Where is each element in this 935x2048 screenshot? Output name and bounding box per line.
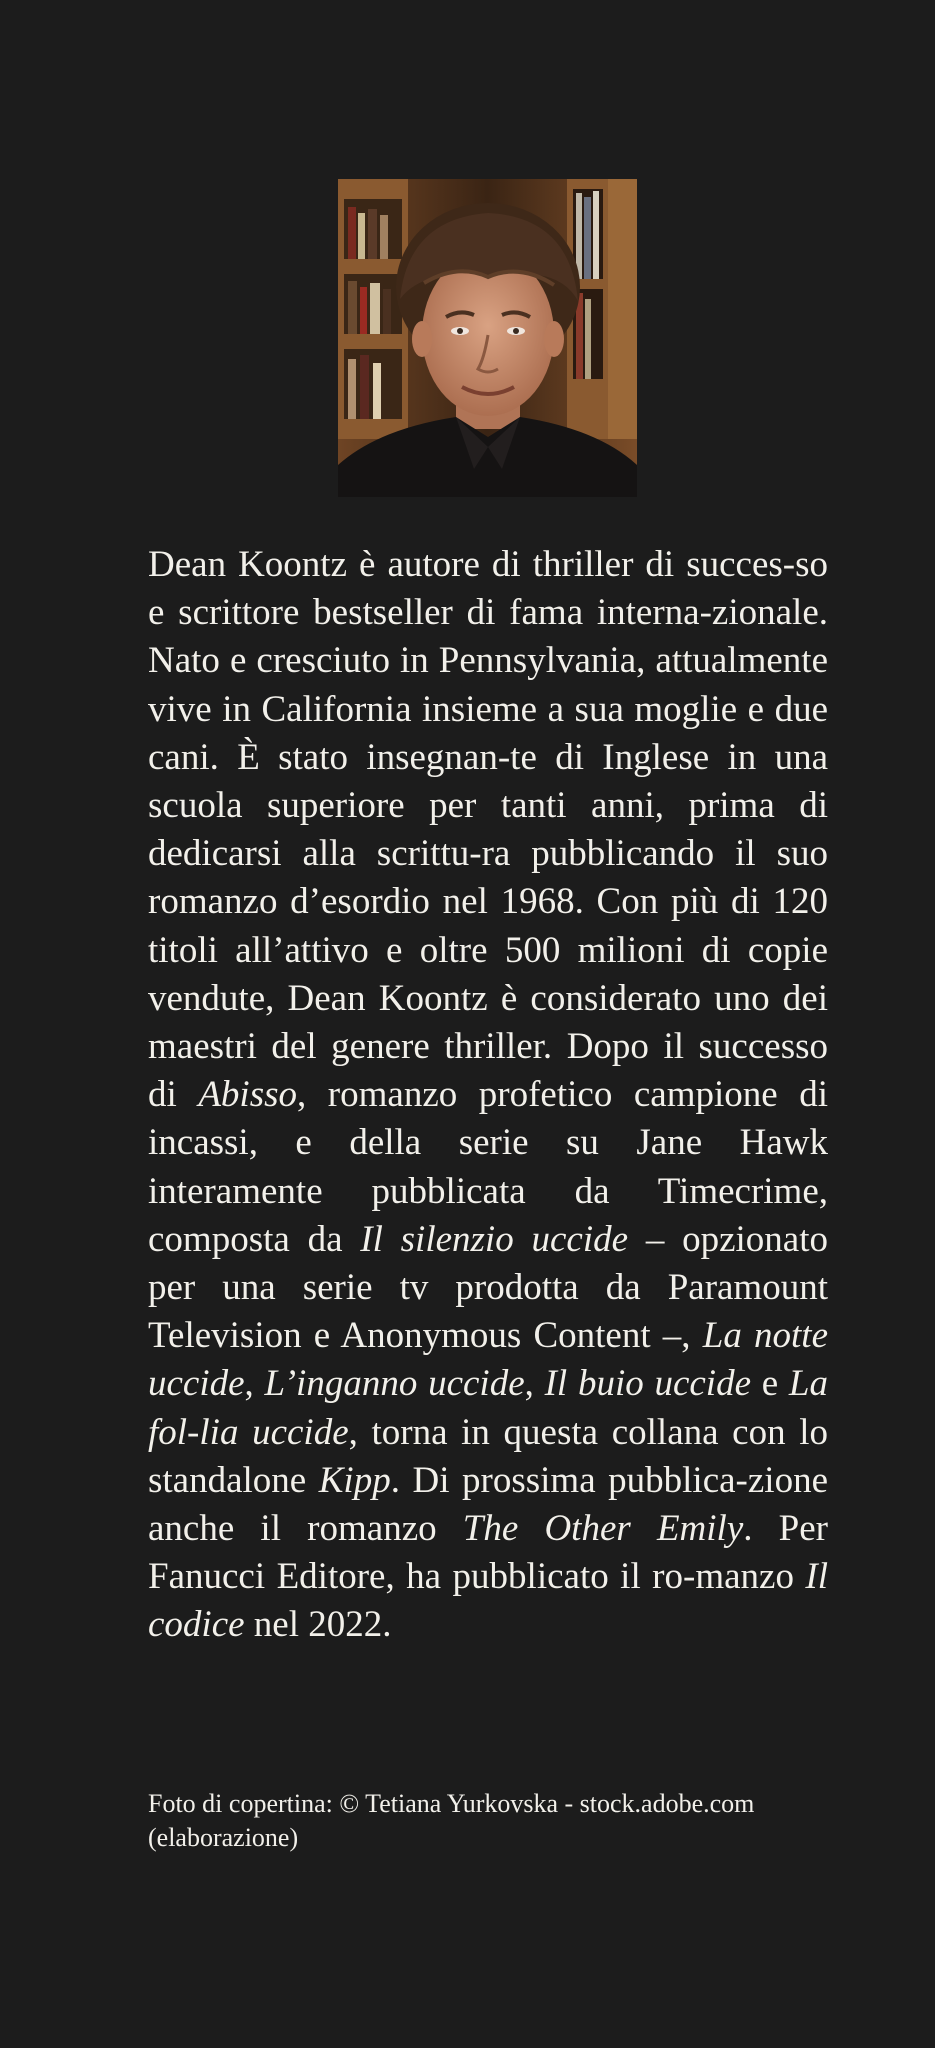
photo-credit	[148, 1787, 838, 1855]
author-biography	[148, 541, 828, 1650]
book-title: Il silenzio uccide	[360, 1218, 629, 1260]
book-title: Il buio uccide	[544, 1363, 752, 1405]
book-title: L’inganno uccide	[264, 1363, 525, 1405]
author-portrait-image	[338, 179, 637, 497]
bio-text: , romanzo profetico campione di incassi, e della serie su Jane Hawk interamente pubblicata da Timecrime, composta da	[148, 1074, 829, 1260]
book-title: The Other Emily	[462, 1508, 744, 1550]
bio-text: – opzionato per una serie tv prodotta da Paramount Television e Anonymous Content –,	[148, 1218, 828, 1357]
bio-text: . Per Fanucci Editore, ha pubblicato il ro-manzo	[148, 1508, 828, 1598]
bio-text: ,	[244, 1363, 265, 1405]
photo-credit-line: Foto di copertina: © Tetiana Yurkovska - stock.adobe.com	[148, 1789, 755, 1818]
book-title: La notte uccide	[148, 1315, 828, 1405]
bio-text: e	[751, 1363, 789, 1405]
photo-credit-line: (elaborazione)	[148, 1823, 299, 1852]
book-title: La fol-lia uccide	[148, 1363, 828, 1453]
bio-text: . Di prossima pubblica-zione anche il romanzo	[148, 1459, 828, 1550]
bio-text: ,	[524, 1363, 545, 1405]
bio-text: Dean Koontz è autore di thriller di succes-so e scrittore bestseller di fama interna-zionale. Nato e cresciuto in Pennsylvania, attualmente vive in California insieme a sua moglie e due cani. È stato insegnan-te di Inglese in una scuola superiore per tanti anni, prima di dedicarsi alla scrittu-ra pubblicando il suo romanzo d’esordio nel 1968. Con più di 120 titoli all’attivo e oltre 500 milioni di copie vendute, Dean Koontz è considerato uno dei maestri del genere thriller. Dopo il successo di	[148, 544, 828, 1116]
book-title: Kipp	[318, 1459, 391, 1501]
bio-text: nel 2022.	[244, 1604, 392, 1646]
bio-text: , torna in questa collana con lo standalone	[148, 1411, 828, 1501]
book-title: Il codice	[148, 1556, 828, 1646]
author-photo	[338, 179, 637, 497]
book-title: Abisso	[198, 1074, 298, 1116]
